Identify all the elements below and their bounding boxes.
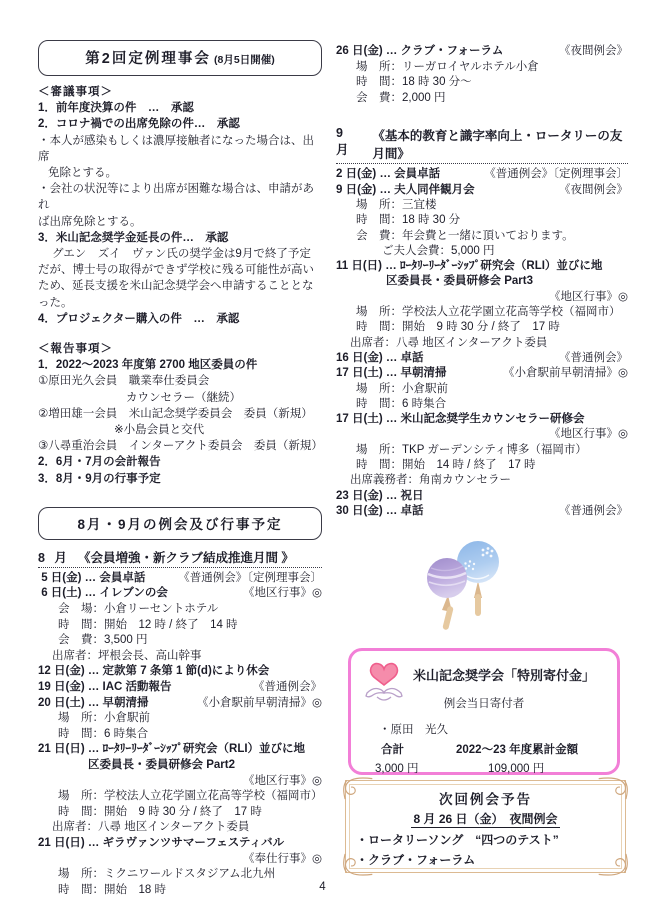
schedule-line xyxy=(336,259,628,274)
schedule-line xyxy=(336,183,628,198)
schedule-line xyxy=(38,836,322,852)
schedule-line xyxy=(38,820,322,836)
minutes-line xyxy=(38,327,322,341)
board-meeting-title: 第2回定例理事会 xyxy=(85,51,211,67)
schedule-line xyxy=(336,489,628,504)
schedule-line xyxy=(38,602,322,618)
august-theme: 《会員増強・新クラブ結成推進月間 》 xyxy=(77,550,294,565)
schedule-line-text: ご夫人会費：5,000 円 xyxy=(382,244,495,257)
schedule-line-text: 時 間：6 時集合 xyxy=(58,727,149,740)
schedule-line xyxy=(38,789,322,805)
minutes-line xyxy=(38,278,322,294)
minutes-line-text: 3．米山記念奨学金延長の件… 承認 xyxy=(38,231,229,244)
schedule-line xyxy=(38,805,322,821)
next-meeting-item-text: ・クラブ・フォーラム xyxy=(356,853,476,867)
minutes-line xyxy=(38,390,322,406)
uchiwa-fans-icon xyxy=(412,540,532,645)
schedule-line-text: 会 費：年会費と一緒に頂いております。 xyxy=(356,229,574,242)
minutes-line-text: グエン ズイ ヴァン氏の奨学金は9月で終了予定 xyxy=(52,248,311,261)
september-month-label: 9 月 xyxy=(336,126,352,158)
schedule-line-tag: 《小倉駅前早朝清掃》◎ xyxy=(502,367,628,380)
minutes-line xyxy=(38,181,322,213)
schedule-line xyxy=(336,336,628,351)
schedule-line-text: 会 費：3,500 円 xyxy=(58,634,148,647)
schedule-line-text: 時 間：18 時 30 分 xyxy=(356,214,461,227)
schedule-line-text: 場 所：リーガロイヤルホテル小倉 xyxy=(356,60,539,73)
next-meeting-items xyxy=(356,830,625,870)
schedule-line xyxy=(38,758,322,774)
schedule-line xyxy=(336,382,628,397)
donation-total-label: 合計 xyxy=(381,744,404,756)
schedule-line-text: 2 日(金) … 会員卓話 xyxy=(336,168,441,181)
minutes-line-text: ③八尋重治会員 インターアクト委員会 委員（新規） xyxy=(38,440,323,453)
schedule-line-text: 30 日(金) … 卓話 xyxy=(336,504,424,517)
minutes-line-text: ば出席免除とする。 xyxy=(38,215,142,228)
minutes-line xyxy=(38,311,322,327)
minutes-line xyxy=(38,406,322,422)
schedule-line-text: 場 所：学校法人立花学園立花高等学校（福岡市） xyxy=(58,790,323,803)
minutes-line-text: 2．コロナ禍での出席免除の件… 承認 xyxy=(38,118,240,131)
schedule-line-text: 場 所：ミクニワールドスタジアム北九州 xyxy=(58,868,276,881)
minutes-line-text: ため、延長支援を米山記念奨学会へ申請することとな xyxy=(38,280,314,293)
schedule-line xyxy=(336,427,628,442)
schedule-line-tag: 《普通例会》 xyxy=(559,351,628,364)
schedule-line-text: 17 日(土) … 早朝清掃 xyxy=(336,367,447,380)
minutes-line-text: ・会社の状況等により出席が困難な場合は、申請があれ xyxy=(38,183,314,212)
minutes-line-text: ※小島会員と交代 xyxy=(114,424,205,437)
schedule-line-text: 場 所：三宜楼 xyxy=(356,198,437,211)
next-meeting-title: 次回例会予告 xyxy=(439,792,532,807)
schedule-line-text: 時 間：開始 9 時 30 分 / 終了 17 時 xyxy=(58,805,262,818)
september-schedule-list xyxy=(336,167,628,519)
minutes-line xyxy=(38,422,322,438)
schedule-line-text: 26 日(金) … クラブ・フォーラム xyxy=(336,45,504,57)
august-schedule-list xyxy=(38,571,322,898)
schedule-line xyxy=(336,91,628,107)
schedule-line xyxy=(336,473,628,488)
minutes-line xyxy=(38,116,322,132)
schedule-line xyxy=(336,60,628,76)
minutes-line-text: った。 xyxy=(38,296,73,309)
schedule-line xyxy=(336,229,628,244)
schedule-line-tag: 《地区行事》◎ xyxy=(548,290,628,303)
schedule-line xyxy=(38,586,322,602)
schedule-line-text: 時 間：開始 9 時 30 分 / 終了 17 時 xyxy=(356,321,560,334)
minutes-line xyxy=(38,214,322,230)
schedule-line xyxy=(38,727,322,743)
schedule-line xyxy=(336,305,628,320)
schedule-line xyxy=(336,44,628,60)
minutes-line xyxy=(38,230,322,246)
schedule-line xyxy=(336,320,628,335)
september-header xyxy=(336,126,628,164)
schedule-line xyxy=(38,696,322,712)
schedule-line-text: 21 日(日) … ギラヴァンツサマーフェスティバル xyxy=(38,836,285,849)
schedule-line-tag: 《奉仕行事》◎ xyxy=(242,852,322,865)
schedule-line-text: 時 間：開始 18 時 xyxy=(58,883,166,896)
schedule-line-text: 場 所：TKP ガーデンシティ博多（福岡市） xyxy=(356,443,587,456)
schedule-line-text: 会 場：小倉リーセントホテル xyxy=(58,603,219,616)
minutes-line-text: ＜報告事項＞ xyxy=(38,343,113,356)
schedule-line-tag: 《小倉駅前早朝清掃》◎ xyxy=(196,696,322,709)
donation-box xyxy=(348,648,620,775)
schedule-line-text: 20 日(土) … 早朝清掃 xyxy=(38,696,149,709)
schedule-line-text: 時 間：開始 14 時 / 終了 17 時 xyxy=(356,459,536,472)
minutes-line xyxy=(38,246,322,262)
schedule-line xyxy=(38,742,322,758)
schedule-line xyxy=(336,167,628,182)
minutes-line xyxy=(38,438,322,454)
minutes-line xyxy=(38,454,322,470)
schedule-line xyxy=(336,244,628,259)
board-meeting-title-box xyxy=(38,40,322,76)
schedule-line-text: 16 日(金) … 卓話 xyxy=(336,351,424,364)
schedule-line xyxy=(336,198,628,213)
minutes-line-text: 3．8月・9月の行事予定 xyxy=(38,472,161,485)
schedule-line-text: 時 間：6 時集合 xyxy=(356,397,447,410)
schedule-title-box xyxy=(38,507,322,540)
schedule-line-text: 場 所：小倉駅前 xyxy=(356,382,448,395)
schedule-line xyxy=(38,649,322,665)
minutes-line xyxy=(38,100,322,116)
schedule-line xyxy=(336,213,628,228)
schedule-line xyxy=(336,366,628,381)
schedule-line-text: 6 日(土) … イレブンの会 xyxy=(38,587,168,600)
schedule-line-text: 19 日(金) … IAC 活動報告 xyxy=(38,681,172,694)
minutes-line xyxy=(38,471,322,487)
donation-donor: ・原田 光久 xyxy=(379,724,448,736)
schedule-line-tag: 《普通例会》〔定例理事会〕 xyxy=(484,168,628,181)
schedule-line-text: 場 所：小倉駅前 xyxy=(58,712,150,725)
donation-cumulative-label: 2022～23 年度累計金額 xyxy=(456,744,579,756)
next-meeting-item-text: ・ロータリーソング “四つのテスト” xyxy=(356,833,559,847)
schedule-line xyxy=(38,618,322,634)
minutes-line xyxy=(38,373,322,389)
schedule-line xyxy=(336,458,628,473)
minutes-line xyxy=(38,295,322,311)
schedule-line-text: 場 所：学校法人立花学園立花高等学校（福岡市） xyxy=(356,306,621,319)
schedule-line xyxy=(38,571,322,587)
spacer xyxy=(336,106,628,126)
minutes-line-text: 4．プロジェクター購入の件 … 承認 xyxy=(38,312,240,325)
minutes-line xyxy=(38,133,322,165)
next-meeting-date-text: 8 月 26 日（金） 夜間例会 xyxy=(413,812,558,826)
minutes-line-text: ②増田雄一会員 米山記念奨学委員会 委員（新規） xyxy=(38,407,313,420)
schedule-line xyxy=(336,290,628,305)
schedule-line xyxy=(38,633,322,649)
schedule-line-text: 区委員長・委員研修会 Part3 xyxy=(386,275,533,288)
schedule-line-text: 21 日(日) … ﾛｰﾀﾘｰﾘｰﾀﾞｰｼｯﾌﾟ研究会（RLI）並びに地 xyxy=(38,743,306,756)
right-column xyxy=(336,44,628,519)
minutes-line-text: 1．2022～2023 年度第 2700 地区委員の件 xyxy=(38,359,258,372)
minutes-line-text: だが、博士号の取得ができず学校に残る可能性が高い xyxy=(38,264,314,277)
donation-total-value: 3,000 円 xyxy=(375,763,419,775)
schedule-line-text: 出席者：八尋 地区インターアクト委員 xyxy=(350,336,548,349)
schedule-line-tag: 《地区行事》◎ xyxy=(242,587,322,600)
schedule-line-text: 時 間：18 時 30 分～ xyxy=(356,76,472,89)
schedule-line-text: 会 費：2,000 円 xyxy=(356,91,446,104)
september-theme: 《基本的教育と識字率向上・ロータリーの友月間》 xyxy=(372,129,623,162)
minutes-line-text: 免除とする。 xyxy=(48,167,117,180)
next-meeting-date xyxy=(346,810,625,827)
schedule-line-text: 区委員長・委員研修会 Part2 xyxy=(88,759,235,771)
donation-title: 米山記念奨学会「特別寄付金」 xyxy=(413,668,596,683)
donation-label-row xyxy=(351,741,617,757)
schedule-line xyxy=(336,443,628,458)
board-meeting-title-note: (8月5日開催) xyxy=(214,54,275,66)
schedule-line xyxy=(336,397,628,412)
schedule-line xyxy=(38,774,322,790)
minutes-line xyxy=(38,84,322,100)
schedule-line-text: 23 日(金) … 祝日 xyxy=(336,489,424,502)
donation-subtitle: 例会当日寄付者 xyxy=(443,698,525,710)
schedule-line xyxy=(336,504,628,519)
minutes-line xyxy=(38,357,322,373)
schedule-line-text: 17 日(土) … 米山記念奨学生カウンセラー研修会 xyxy=(336,413,585,426)
schedule-line xyxy=(38,664,322,680)
schedule-line-tag: 《普通例会》 xyxy=(559,504,628,517)
august-month-label: 8 月 xyxy=(38,550,70,565)
minutes-line-text: ①原田光久会員 職業奉仕委員会 xyxy=(38,375,210,388)
schedule-line xyxy=(336,351,628,366)
schedule-line xyxy=(336,75,628,91)
schedule-line-text: 時 間：開始 12 時 / 終了 14 時 xyxy=(58,618,238,631)
spacer xyxy=(38,487,322,507)
minutes-line xyxy=(38,262,322,278)
schedule-line-tag: 《夜間例会》 xyxy=(559,183,628,196)
minutes-line-text: ・本人が感染もしくは濃厚接触者になった場合は、出席 xyxy=(38,134,314,163)
schedule-line-tag: 《地区行事》◎ xyxy=(242,774,322,787)
schedule-line-text: 11 日(日) … ﾛｰﾀﾘｰﾘｰﾀﾞｰｼｯﾌﾟ研究会（RLI）並びに地 xyxy=(336,260,603,273)
schedule-line-text: 5 日(金) … 会員卓話 xyxy=(38,571,146,584)
minutes-line xyxy=(38,165,322,181)
uchiwa-fans-decoration xyxy=(412,540,532,645)
minutes-line-text: ＜審議事項＞ xyxy=(38,86,113,98)
donation-value-row xyxy=(351,760,617,776)
schedule-line-tag: 《地区行事》◎ xyxy=(548,428,628,441)
schedule-line-text: 9 日(金) … 夫人同伴観月会 xyxy=(336,183,475,196)
schedule-line xyxy=(336,412,628,427)
next-meeting-item xyxy=(356,830,625,850)
schedule-line-tag: 《普通例会》 xyxy=(253,681,322,694)
schedule-line-tag: 《夜間例会》 xyxy=(559,45,628,57)
schedule-line-text: 出席者：八尋 地区インターアクト委員 xyxy=(52,821,250,834)
schedule-line-text: 12 日(金) … 定款第 7 条第 1 節(d)により休会 xyxy=(38,665,270,678)
schedule-line xyxy=(38,852,322,868)
minutes-line xyxy=(38,341,322,357)
schedule-line-tag: 《普通例会》〔定例理事会〕 xyxy=(178,571,322,584)
minutes-line-text: 1．前年度決算の件 … 承認 xyxy=(38,102,194,115)
minutes-line-text: カウンセラー（継続） xyxy=(126,391,241,404)
next-meeting-item xyxy=(356,850,625,870)
schedule-line xyxy=(38,680,322,696)
minutes-line-text: 2．6月・7月の会計報告 xyxy=(38,456,161,469)
donation-cumulative-value: 109,000 円 xyxy=(488,763,545,775)
page-number: 4 xyxy=(319,881,326,893)
board-minutes-list xyxy=(38,84,322,487)
next-meeting-box xyxy=(345,780,626,873)
august-continued-list xyxy=(336,44,628,106)
schedule-line-text: 出席者：坪根会長、高山幹事 xyxy=(52,649,202,662)
schedule-line xyxy=(336,274,628,289)
schedule-line-text: 出席義務者：角南カウンセラー xyxy=(350,474,511,487)
august-header xyxy=(38,548,322,568)
schedule-line xyxy=(38,711,322,727)
schedule-title: 8月・9月の例会及び行事予定 xyxy=(77,516,283,532)
left-column xyxy=(38,40,322,898)
